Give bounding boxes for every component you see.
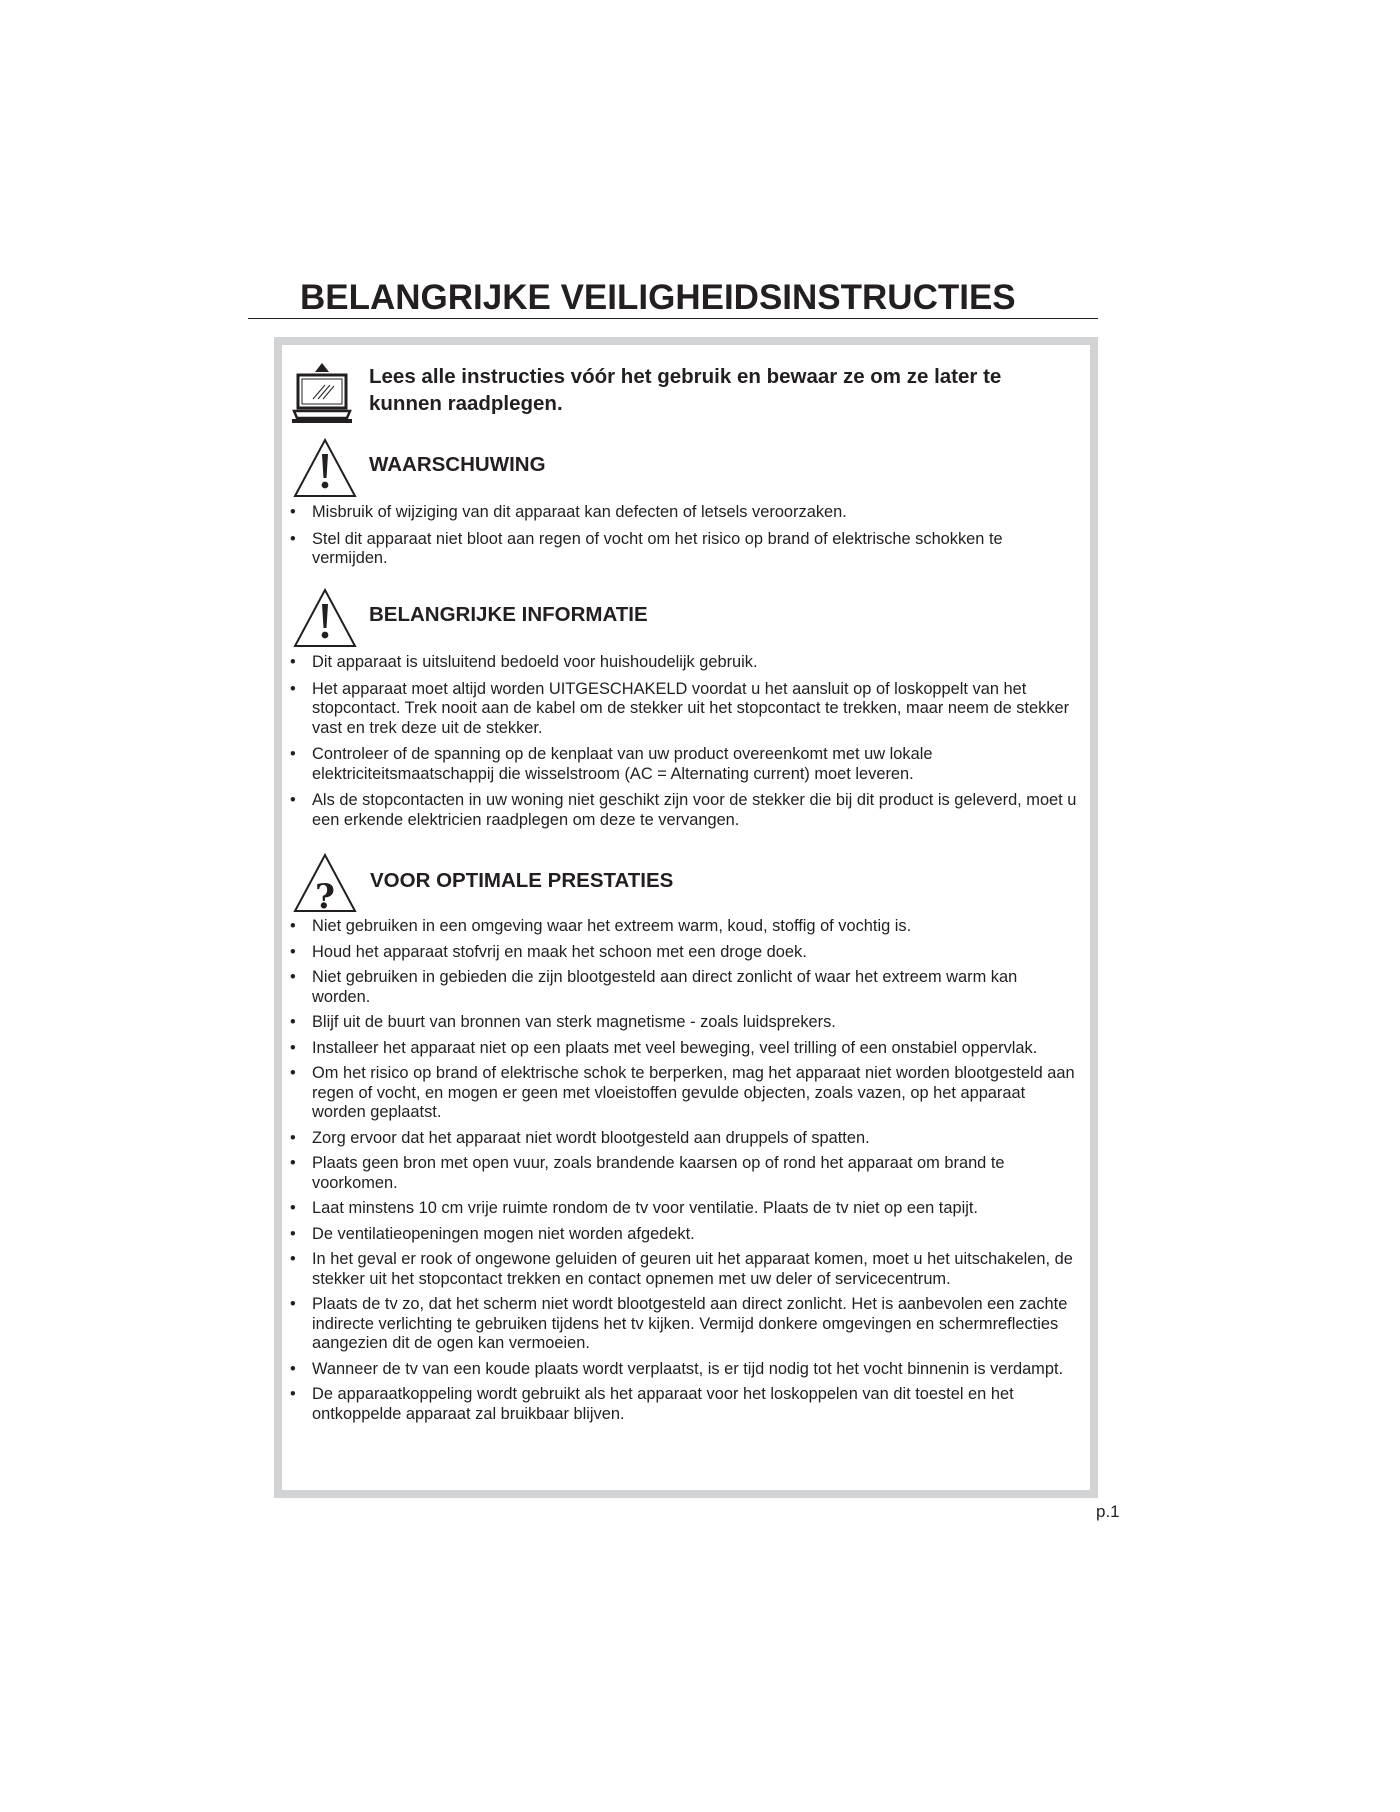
list-item: • Wanneer de tv van een koude plaats wordt verplaatst, is er tijd nodig tot het vocht binnenin is verdampt.	[289, 1360, 1079, 1380]
list-item: • Houd het apparaat stofvrij en maak het schoon met een droge doek.	[289, 943, 1079, 963]
svg-text:?: ?	[315, 877, 335, 913]
list-item: • Plaats geen bron met open vuur, zoals brandende kaarsen op of rond het apparaat om brand te voorkomen.	[289, 1154, 1079, 1193]
list-item: • Controleer of de spanning op de kenplaat van uw product overeenkomt met uw lokale elektriciteitsmaatschappij die wisselstroom (AC = Alternating current) moet leveren.	[289, 745, 1079, 784]
tv-manual-icon	[292, 363, 352, 425]
list-item: • Plaats de tv zo, dat het scherm niet wordt blootgesteld aan direct zonlicht. Het is aanbevolen een zachte indirecte verlichting te gebruiken tijdens het tv kijken. Vermijd donkere omgevingen en schermreflecties aangezien dit de ogen kan vermoeien.	[289, 1295, 1079, 1354]
performance-list	[289, 917, 1079, 1430]
warning-list	[289, 503, 1079, 576]
list-item: • In het geval er rook of ongewone geluiden of geuren uit het apparaat komen, moet u het uitschakelen, de stekker uit het stopcontact trekken en contact opnemen met uw deler of servicecentrum.	[289, 1250, 1079, 1289]
list-item: • Stel dit apparaat niet bloot aan regen of vocht om het risico op brand of elektrische schokken te vermijden.	[289, 530, 1079, 569]
list-item: • Misbruik of wijziging van dit apparaat kan defecten of letsels veroorzaken.	[289, 503, 1079, 523]
list-item: • De ventilatieopeningen mogen niet worden afgedekt.	[289, 1225, 1079, 1245]
page-title: BELANGRIJKE VEILIGHEIDSINSTRUCTIES	[300, 278, 1016, 317]
list-item: • Dit apparaat is uitsluitend bedoeld voor huishoudelijk gebruik.	[289, 653, 1079, 673]
page-number: p.1	[1096, 1502, 1120, 1521]
list-item: • Installeer het apparaat niet op een plaats met veel beweging, veel trilling of een onstabiel oppervlak.	[289, 1039, 1079, 1059]
warning-exclamation-icon	[293, 438, 357, 498]
list-item: • De apparaatkoppeling wordt gebruikt als het apparaat voor het loskoppelen van dit toestel en het ontkoppelde apparaat zal bruikbaar blijven.	[289, 1385, 1079, 1424]
list-item: • Niet gebruiken in gebieden die zijn blootgesteld aan direct zonlicht of waar het extreem warm kan worden.	[289, 968, 1079, 1007]
list-item: • Blijf uit de buurt van bronnen van sterk magnetisme - zoals luidsprekers.	[289, 1013, 1079, 1033]
intro-text: Lees alle instructies vóór het gebruik en bewaar ze om ze later te kunnen raadplegen.	[369, 365, 1002, 415]
title-rule	[248, 318, 1098, 319]
info-list	[289, 653, 1079, 837]
warning-exclamation-icon	[293, 588, 357, 648]
performance-heading: VOOR OPTIMALE PRESTATIES	[370, 869, 674, 892]
list-item: • Om het risico op brand of elektrische schok te berperken, mag het apparaat niet worden blootgesteld aan regen of vocht, en mogen er geen met vloeistoffen gevulde objecten, zoals vazen, op het apparaat worden geplaatst.	[289, 1064, 1079, 1123]
info-heading: BELANGRIJKE INFORMATIE	[369, 603, 648, 626]
list-item: • Niet gebruiken in een omgeving waar het extreem warm, koud, stoffig of vochtig is.	[289, 917, 1079, 937]
warning-heading: WAARSCHUWING	[369, 453, 546, 476]
list-item: • Laat minstens 10 cm vrije ruimte rondom de tv voor ventilatie. Plaats de tv niet op een tapijt.	[289, 1199, 1079, 1219]
list-item: • Het apparaat moet altijd worden UITGESCHAKELD voordat u het aansluit op of loskoppelt van het stopcontact. Trek nooit aan de kabel om de stekker uit het stopcontact te trekken, maar neem de stekker vast en trek deze uit de stekker.	[289, 680, 1079, 739]
warning-question-icon	[293, 853, 357, 913]
list-item: • Als de stopcontacten in uw woning niet geschikt zijn voor de stekker die bij dit product is geleverd, moet u een erkende elektricien raadplegen om deze te vervangen.	[289, 791, 1079, 830]
list-item: • Zorg ervoor dat het apparaat niet wordt blootgesteld aan druppels of spatten.	[289, 1129, 1079, 1149]
